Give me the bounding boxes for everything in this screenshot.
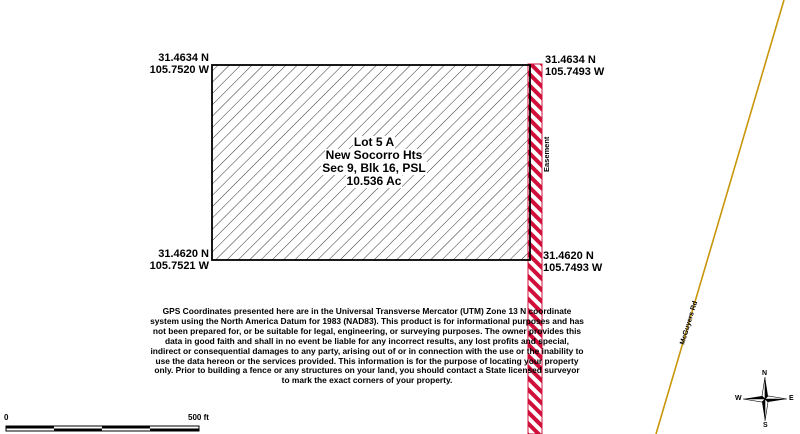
compass-east-label: E [789,395,794,402]
corner-lat: 31.4634 N [158,52,209,64]
easement-label: Easement [542,136,551,172]
lot-label [300,136,448,188]
compass-north-label: N [762,370,768,377]
corner-lon: 105.7493 W [543,262,603,274]
scale-end-label: 500 ft [188,413,209,422]
corner-label-top-left [140,52,209,76]
compass-west-label: W [735,395,742,402]
compass-south-label: S [763,422,768,429]
lot-line: Lot 5 A [353,135,395,149]
corner-label-top-right [545,54,604,78]
corner-label-bottom-left [140,248,209,272]
corner-lat: 31.4620 N [158,248,209,260]
scale-bar [6,426,199,431]
compass-rose-icon [743,377,787,421]
corner-lon: 105.7520 W [149,64,209,76]
road-line [656,0,784,434]
disclaimer-text: GPS Coordinates presented here are in the Universal Transverse Mercator (UTM) Zone 13 N coordinate system using the North America Datum for 1983 (NAD83). This product is for informational purposes and has not been prepared for, or be suitable for legal, engineering, or surveying purposes. The owner provides this data in good faith and shall in no event be liable for any incorrect results, any lost profits and special, indirect or consequential damages to any party, arising out of or in connection with the use or the inability to use the data hereon or the services provided. This information is for the purpose of locating your property only. Prior to building a fence or any structures on your land, you should contact a State licensed surveyor to mark the exact corners of your property. [150,306,584,386]
corner-label-bottom-right [543,250,602,274]
corner-lon: 105.7493 W [545,66,605,78]
lot-line: New Socorro Hts [325,148,423,162]
corner-lat: 31.4620 N [543,250,594,262]
corner-lon: 105.7521 W [149,260,209,272]
road-label: McGuyers Rd [679,300,700,346]
lot-line: Sec 9, Blk 16, PSL [322,161,426,175]
corner-lat: 31.4634 N [545,54,596,66]
scale-start-label: 0 [4,413,9,422]
lot-line: 10.536 Ac [346,174,402,188]
